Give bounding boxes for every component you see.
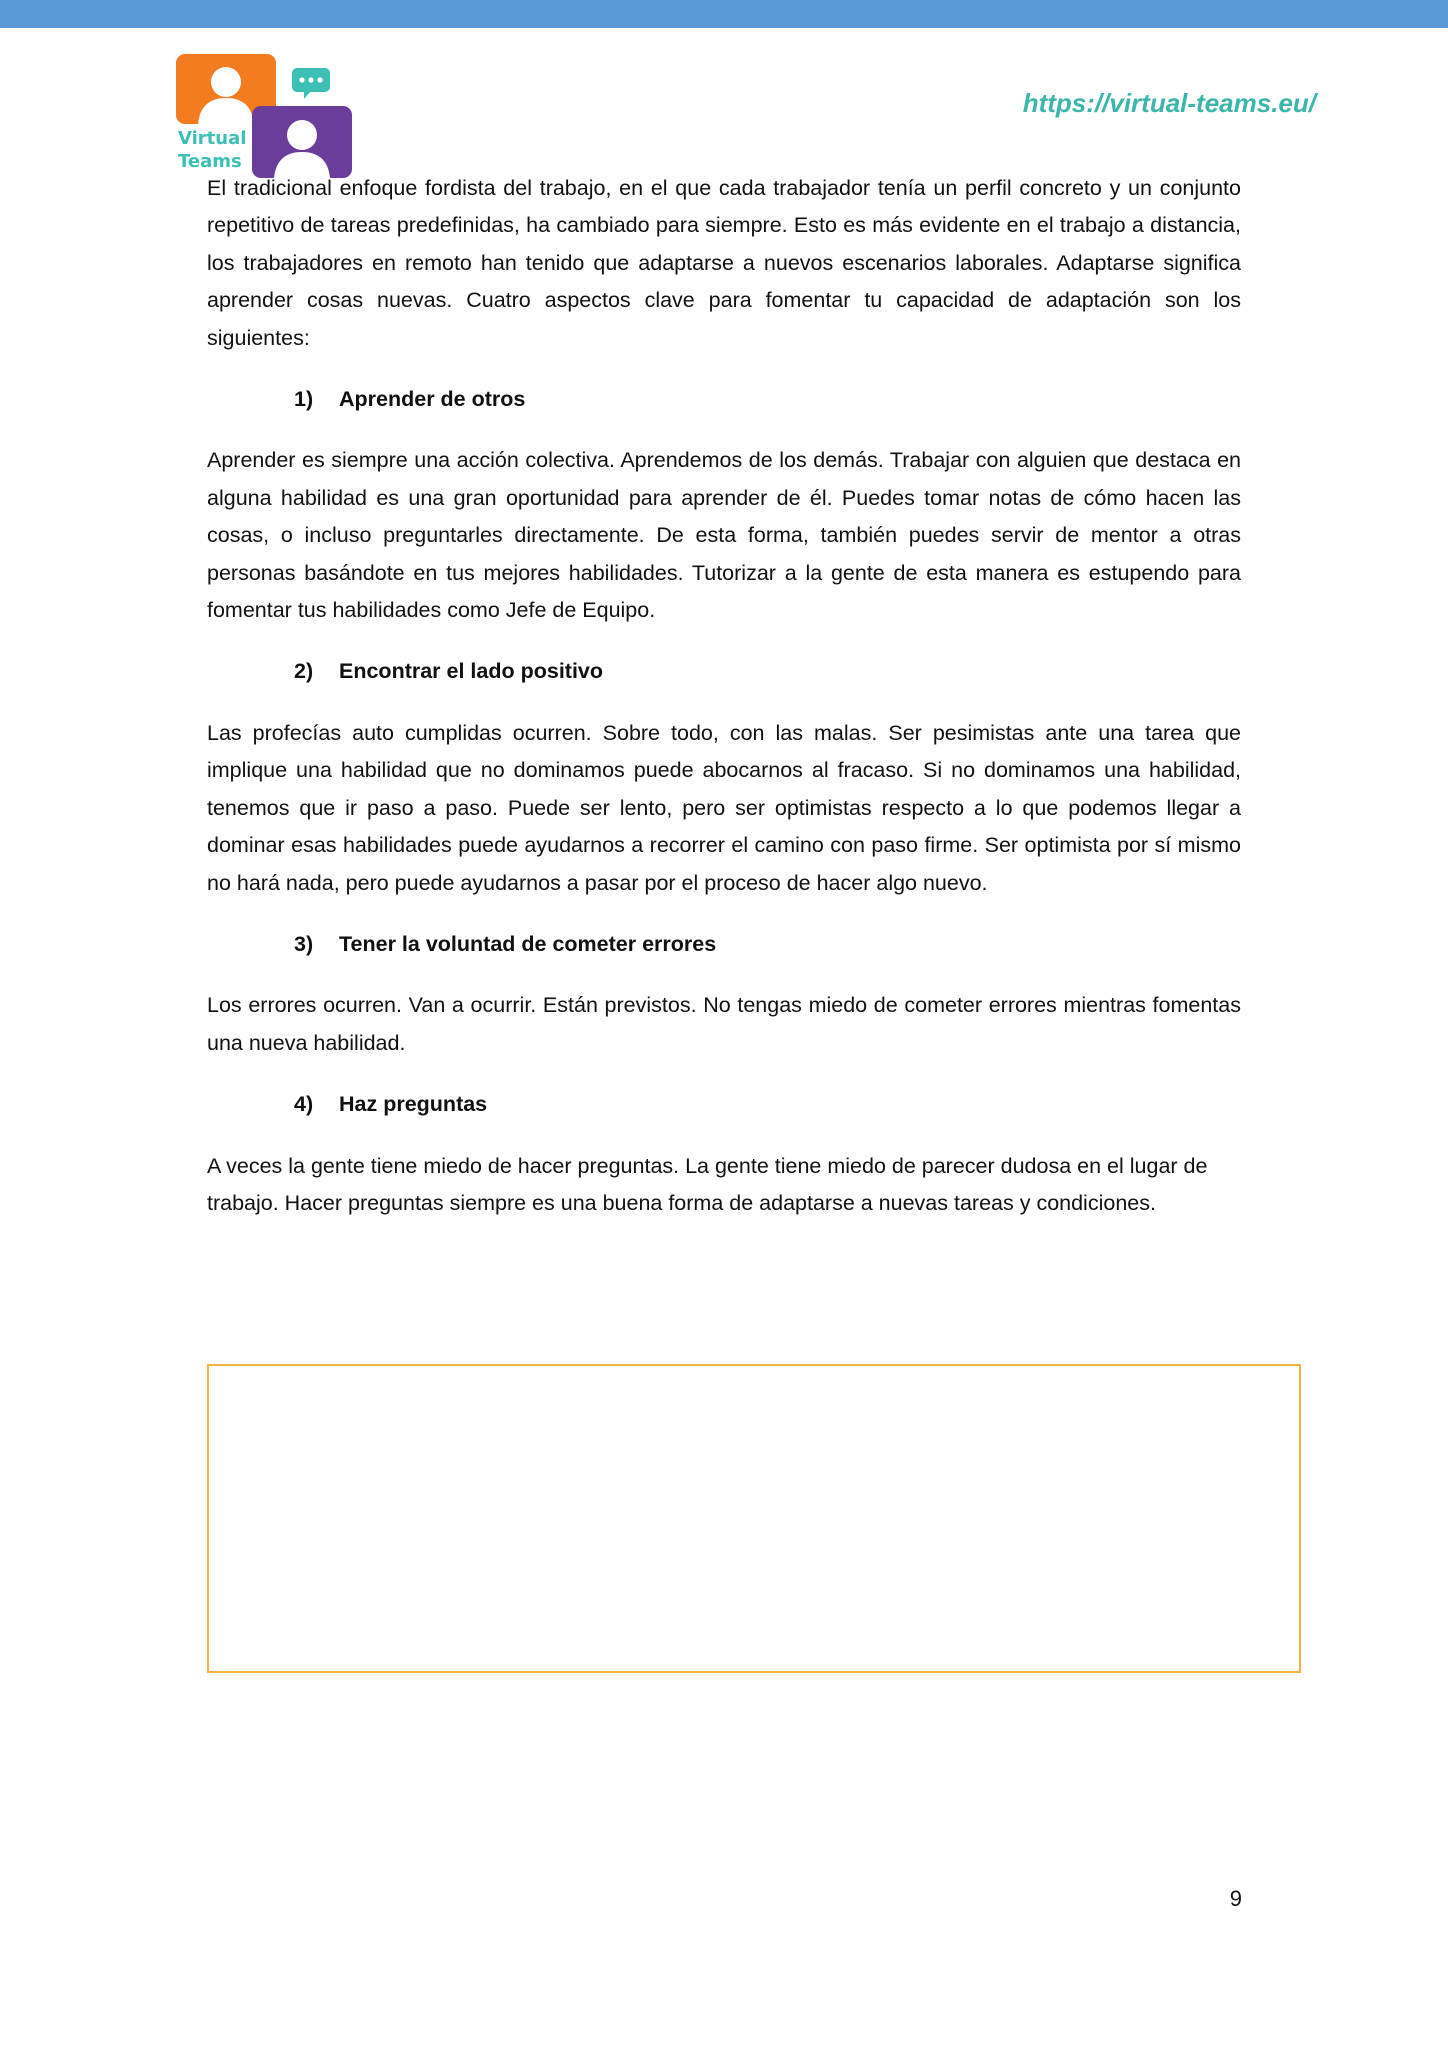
- section-number: 4): [294, 1092, 314, 1117]
- section-paragraph-2: Las profecías auto cumplidas ocurren. Sobre todo, con las malas. Ser pesimistas ante una tarea que implique una habilidad que no dominamos puede abocarnos al fracaso. Si no dominamos una habilidad, tenemos que ir paso a paso. Puede ser lento, pero ser optimistas respecto a lo que podemos llegar a dominar esas habilidades puede ayudarnos a recorrer el camino con paso firme. Ser optimista por sí mismo no hará nada, pero puede ayudarnos a pasar por el proceso de hacer algo nuevo.: [207, 720, 1241, 895]
- logo-text-line2: Teams: [178, 151, 242, 172]
- site-url-link[interactable]: https://virtual-teams.eu/: [1022, 88, 1316, 118]
- section-number: 2): [294, 659, 314, 684]
- section-paragraph-4: A veces la gente tiene miedo de hacer preguntas. La gente tiene miedo de parecer dudosa en el lugar de trabajo. Hacer preguntas siempre es una buena forma de adaptarse a nuevas tareas y condiciones.: [207, 1153, 1208, 1215]
- page-number: 9: [1229, 1886, 1242, 1911]
- section-title: Haz preguntas: [339, 1092, 488, 1117]
- logo-text-line1: Virtual: [178, 128, 247, 149]
- top-accent-bar: [0, 0, 1448, 28]
- section-heading-4: [207, 1086, 1241, 1123]
- section-number: 1): [294, 387, 314, 412]
- empty-text-box: [207, 1364, 1301, 1673]
- section-title: Encontrar el lado positivo: [339, 659, 604, 684]
- section-title: Aprender de otros: [339, 387, 526, 412]
- section-heading-2: [207, 653, 1241, 690]
- section-title: Tener la voluntad de cometer errores: [339, 931, 717, 956]
- virtual-teams-logo: [176, 52, 354, 180]
- section-heading-3: [207, 926, 1241, 963]
- section-number: 3): [294, 931, 314, 956]
- section-paragraph-1: Aprender es siempre una acción colectiva. Aprendemos de los demás. Trabajar con alguien que destaca en alguna habilidad es una gran oportunidad para aprender de él. Puedes tomar notas de cómo hacen las cosas, o incluso preguntarles directamente. De esta forma, también puedes servir de mentor a otras personas basándote en tus mejores habilidades. Tutorizar a la gente de esta manera es estupendo para fomentar tus habilidades como Jefe de Equipo.: [207, 448, 1241, 623]
- logo-text: [178, 127, 246, 173]
- section-paragraph-3: Los errores ocurren. Van a ocurrir. Están previstos. No tengas miedo de cometer errores mientras fomentas una nueva habilidad.: [207, 993, 1241, 1055]
- intro-paragraph: El tradicional enfoque fordista del trabajo, en el que cada trabajador tenía un perfil concreto y un conjunto repetitivo de tareas predefinidas, ha cambiado para siempre. Esto es más evidente en el trabajo a distancia, los trabajadores en remoto han tenido que adaptarse a nuevos escenarios laborales. Adaptarse significa aprender cosas nuevas. Cuatro aspectos clave para fomentar tu capacidad de adaptación son los siguientes:: [207, 176, 1241, 350]
- document-body: [207, 170, 1241, 1222]
- section-heading-1: [207, 381, 1241, 418]
